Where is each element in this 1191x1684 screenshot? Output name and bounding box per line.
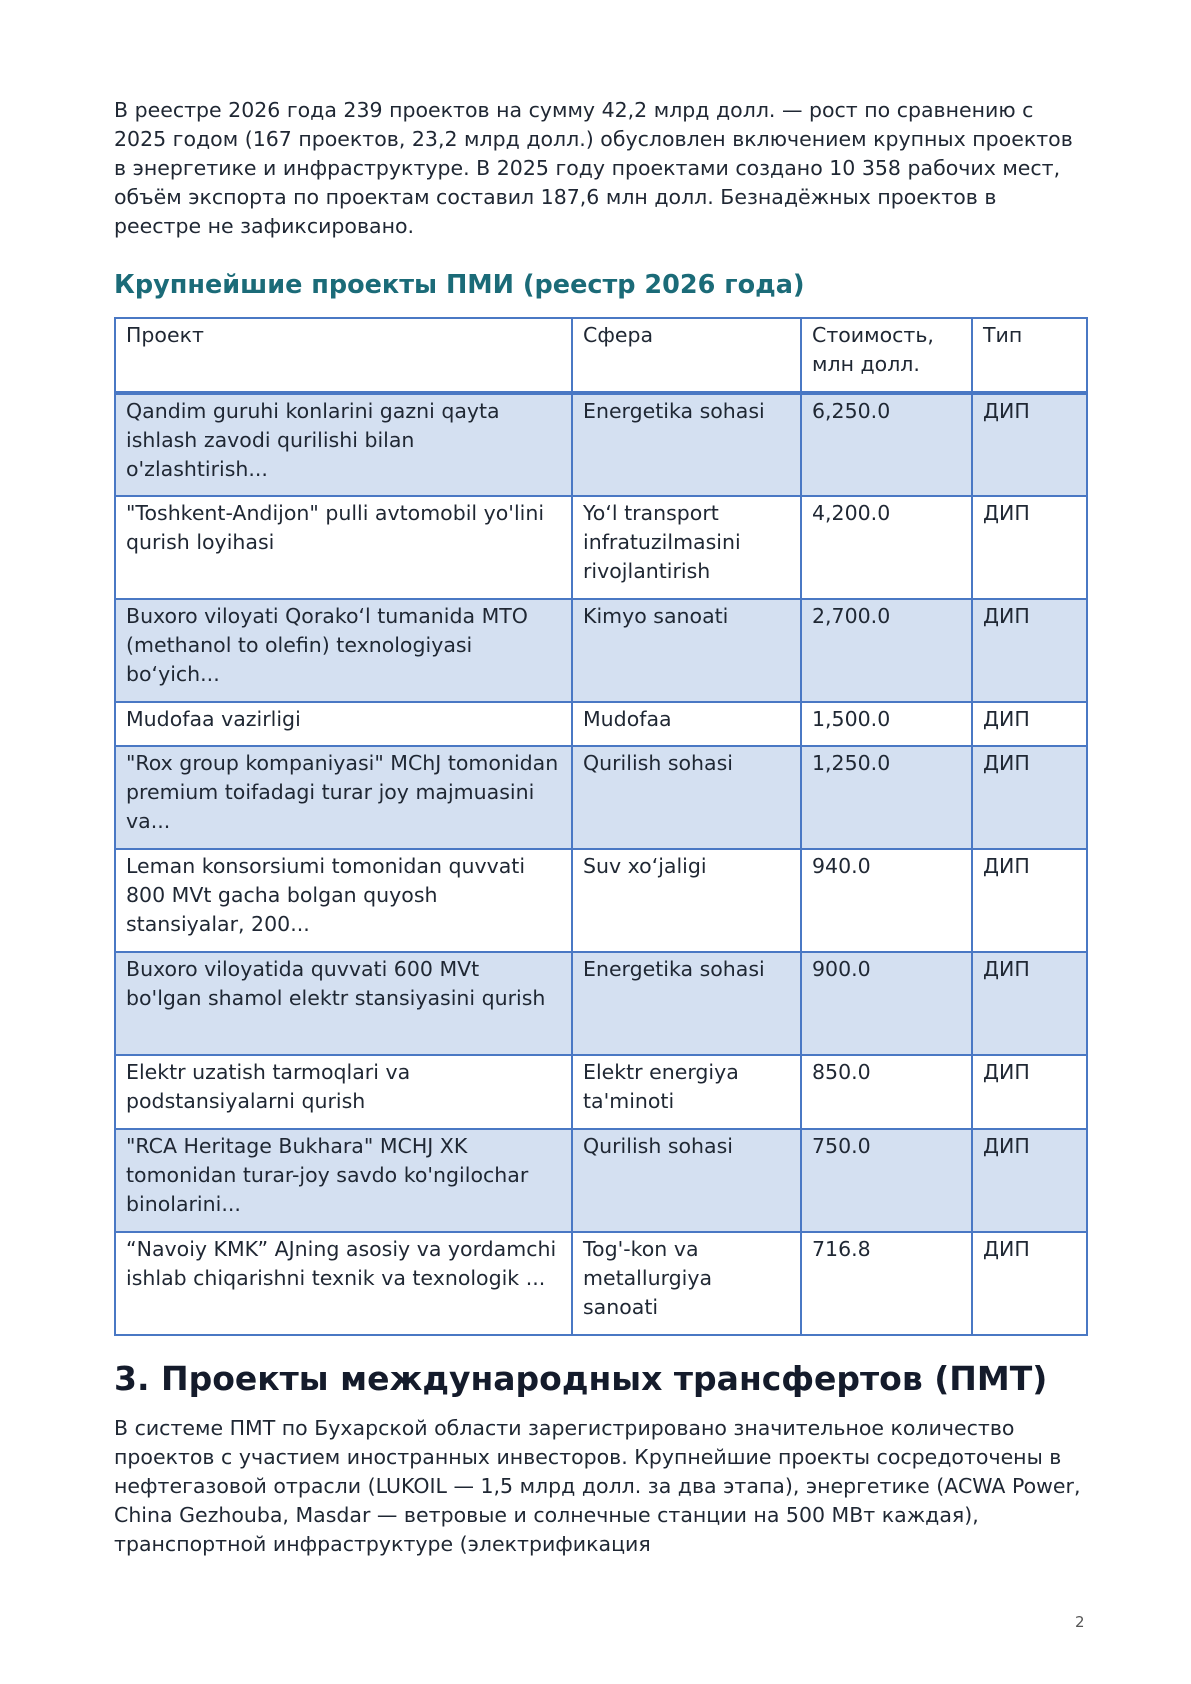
cell-project: Elektr uzatish tarmoqlari va podstansiyalarni qurish	[115, 1055, 572, 1129]
cell-sector: Elektr energiya ta'minoti	[572, 1055, 801, 1129]
cell-type: ДИП	[972, 1232, 1087, 1335]
cell-type: ДИП	[972, 599, 1087, 702]
cell-sector: Qurilish sohasi	[572, 1129, 801, 1232]
header-sector: Сфера	[572, 318, 801, 393]
cell-type: ДИП	[972, 849, 1087, 952]
cell-project: Leman konsorsiumi tomonidan quvvati 800 MVt gacha bolgan quyosh stansiyalar, 200...	[115, 849, 572, 952]
cell-cost: 2,700.0	[801, 599, 972, 702]
cell-cost: 1,250.0	[801, 746, 972, 849]
table-row	[115, 746, 1087, 849]
table-row	[115, 702, 1087, 746]
cell-cost: 850.0	[801, 1055, 972, 1129]
cell-project: “Navoiy KMK” AJning asosiy va yordamchi ishlab chiqarishni texnik va texnologik ...	[115, 1232, 572, 1335]
header-cost: Стоимость, млн долл.	[801, 318, 972, 393]
document-page	[114, 96, 1086, 1559]
cell-cost: 716.8	[801, 1232, 972, 1335]
cell-project: "Toshkent-Andijon" pulli avtomobil yo'lini qurish loyihasi	[115, 496, 572, 599]
cell-project: Buxoro viloyatida quvvati 600 MVt bo'lgan shamol elektr stansiyasini qurish	[115, 952, 572, 1055]
cell-sector: Qurilish sohasi	[572, 746, 801, 849]
header-project: Проект	[115, 318, 572, 393]
table-row	[115, 1129, 1087, 1232]
header-type: Тип	[972, 318, 1087, 393]
cell-project: "RCA Heritage Bukhara" MCHJ XK tomonidan turar-joy savdo ko'ngilochar binolarini...	[115, 1129, 572, 1232]
page-number: 2	[1075, 1613, 1085, 1631]
cell-type: ДИП	[972, 1129, 1087, 1232]
table-row	[115, 496, 1087, 599]
table-row	[115, 1232, 1087, 1335]
cell-sector: Kimyo sanoati	[572, 599, 801, 702]
table-row	[115, 1055, 1087, 1129]
cell-sector: Yo‘l transport infratuzilmasini rivojlantirish	[572, 496, 801, 599]
cell-cost: 750.0	[801, 1129, 972, 1232]
intro-paragraph: В реестре 2026 года 239 проектов на сумму 42,2 млрд долл. — рост по сравнению с 2025 годом (167 проектов, 23,2 млрд долл.) обусловлен включением крупных проектов в энергетике и инфраструктуре. В 2025 году проектами создано 10 358 рабочих мест, объём экспорта по проектам составил 187,6 млн долл. Безнадёжных проектов в реестре не зафиксировано.	[114, 98, 1073, 238]
table-row	[115, 393, 1087, 496]
cell-project: Qandim guruhi konlarini gazni qayta ishlash zavodi qurilishi bilan o'zlashtirish...	[115, 393, 572, 496]
chapter-paragraph: В системе ПМТ по Бухарской области зарегистрировано значительное количество проектов с участием иностранных инвесторов. Крупнейшие проекты сосредоточены в нефтегазовой отрасли (LUKOIL — 1,5 млрд долл. за два этапа), энергетике (ACWA Power, China Gezhouba, Masdar — ветровые и солнечные станции на 500 МВт каждая), транспортной инфраструктуре (электрификация	[114, 1416, 1081, 1556]
cell-project: Mudofaa vazirligi	[115, 702, 572, 746]
cell-sector: Mudofaa	[572, 702, 801, 746]
cell-type: ДИП	[972, 702, 1087, 746]
cell-sector: Energetika sohasi	[572, 952, 801, 1055]
cell-cost: 4,200.0	[801, 496, 972, 599]
cell-type: ДИП	[972, 746, 1087, 849]
cell-sector: Tog'-kon va metallurgiya sanoati	[572, 1232, 801, 1335]
cell-type: ДИП	[972, 952, 1087, 1055]
section-heading: Крупнейшие проекты ПМИ (реестр 2026 года)	[114, 270, 805, 300]
cell-type: ДИП	[972, 496, 1087, 599]
cell-cost: 940.0	[801, 849, 972, 952]
chapter-heading: 3. Проекты международных трансфертов (ПМТ)	[114, 1359, 1048, 1398]
projects-table	[114, 317, 1088, 1336]
cell-project: "Rox group kompaniyasi" MChJ tomonidan premium toifadagi turar joy majmuasini va...	[115, 746, 572, 849]
cell-cost: 1,500.0	[801, 702, 972, 746]
cell-sector: Suv xo‘jaligi	[572, 849, 801, 952]
table-row	[115, 849, 1087, 952]
cell-type: ДИП	[972, 1055, 1087, 1129]
table-header-row	[115, 318, 1087, 393]
cell-sector: Energetika sohasi	[572, 393, 801, 496]
table-row	[115, 599, 1087, 702]
cell-type: ДИП	[972, 393, 1087, 496]
cell-cost: 900.0	[801, 952, 972, 1055]
cell-project: Buxoro viloyati Qorako‘l tumanida MTO (methanol to olefin) texnologiyasi bo‘yich...	[115, 599, 572, 702]
table-row	[115, 952, 1087, 1055]
cell-cost: 6,250.0	[801, 393, 972, 496]
